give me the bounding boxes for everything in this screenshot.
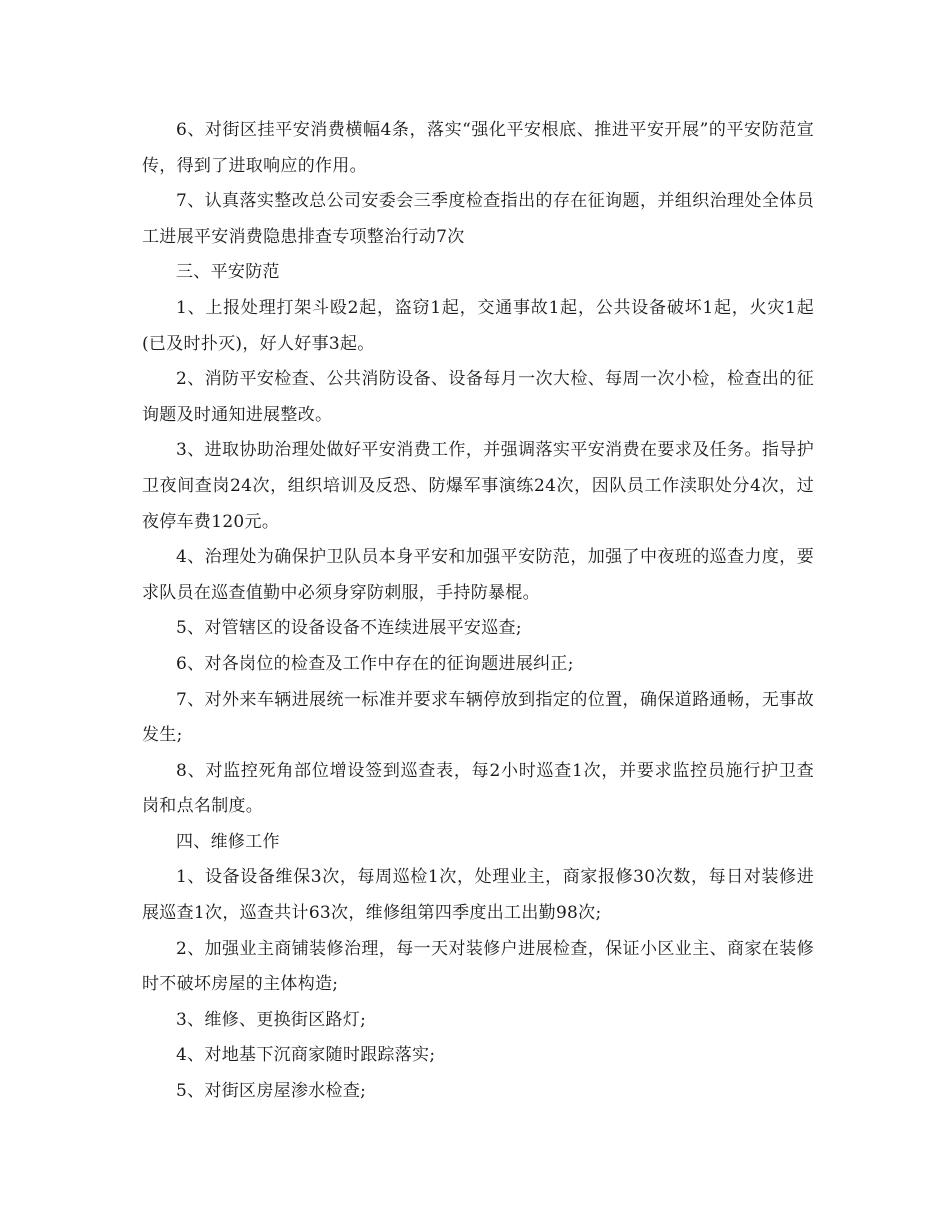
paragraph-item-6-banners: 6、对街区挂平安消费横幅4条，落实“强化平安根底、推进平安开展”的平安防范宣传，得到了进取响应的作用。 [142,120,814,176]
document-body [142,113,814,1110]
paragraph-item-5-leakage: 5、对街区房屋渗水检查; [176,1081,367,1102]
paragraph-item-8-monitoring: 8、对监控死角部位增设签到巡查表，每2小时巡查1次，并要求监控员施行护卫查岗和点名制度。 [142,760,814,817]
paragraph-item-4-foundation: 4、对地基下沉商家随时跟踪落实; [176,1045,436,1066]
paragraph-item-4-patrol: 4、治理处为确保护卫队员本身平安和加强平安防范，加强了中夜班的巡查力度，要求队员在巡查值勤中必须身穿防刺服，手持防暴棍。 [142,547,814,603]
paragraph-item-1-equipment: 1、设备设备维保3次，每周巡检1次，处理业主，商家报修30次数，每日对装修进展巡查1次，巡查共计63次，维修组第四季度出工出勤98次; [142,867,814,924]
paragraph-item-3-streetlights: 3、维修、更换街区路灯; [176,1009,367,1030]
paragraph-item-2-fire-check: 2、消防平安检查、公共消防设备、设备每月一次大检、每周一次小检，检查出的征询题及时通知进展整改。 [142,369,814,425]
paragraph-item-5-inspection: 5、对管辖区的设备设备不连续进展平安巡查; [176,618,522,639]
section-heading-maintenance: 四、维修工作 [176,831,280,852]
paragraph-item-7-vehicles: 7、对外来车辆进展统一标准并要求车辆停放到指定的位置，确保道路通畅，无事故发生; [142,689,814,746]
paragraph-item-1-incidents: 1、上报处理打架斗殴2起，盗窃1起，交通事故1起，公共设备破坏1起，火灾1起(已及时扑灭)，好人好事3起。 [142,297,814,354]
paragraph-item-6-correction: 6、对各岗位的检查及工作中存在的征询题进展纠正; [176,653,574,674]
section-heading-safety: 三、平安防范 [176,262,280,283]
paragraph-item-7-rectification: 7、认真落实整改总公司安委会三季度检查指出的存在征询题，并组织治理处全体员工进展平安消费隐患排查专项整治行动7次 [142,191,814,247]
paragraph-item-3-assist: 3、进取协助治理处做好平安消费工作，并强调落实平安消费在要求及任务。指导护卫夜间查岗24次，组织培训及反恐、防爆军事演练24次，因队员工作渎职处分4次，过夜停车费120元。 [142,440,814,532]
paragraph-item-2-renovation: 2、加强业主商铺装修治理，每一天对装修户进展检查，保证小区业主、商家在装修时不破坏房屋的主体构造; [142,938,814,995]
